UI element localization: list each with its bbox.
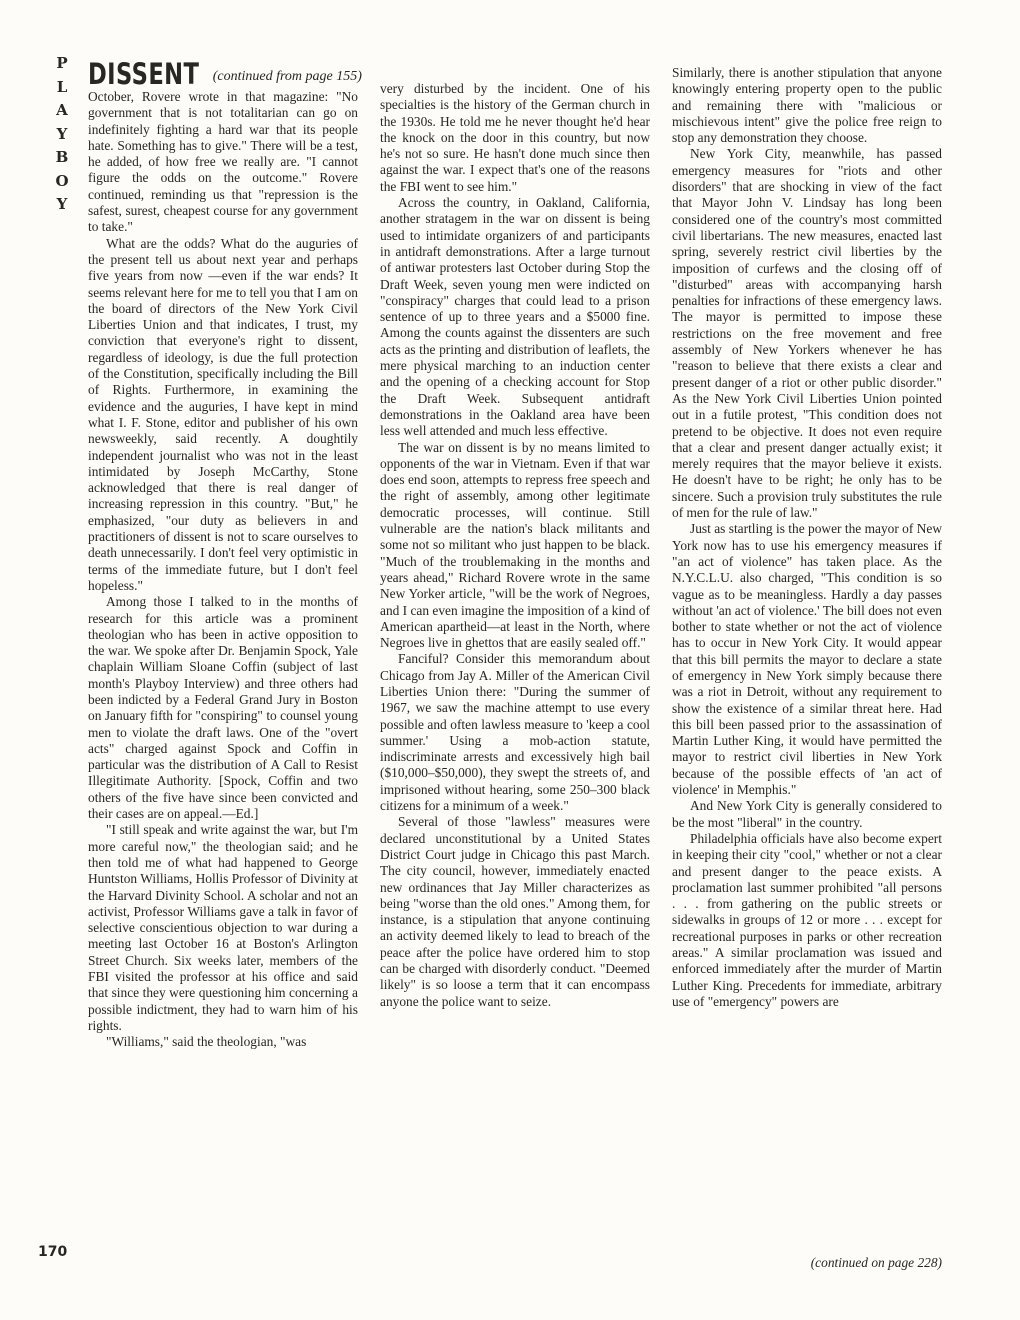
text-column-2 [380,81,650,1010]
magazine-spine-title [52,52,72,217]
spine-letter: Y [56,124,68,143]
paragraph: The war on dissent is by no means limited to opponents of the war in Vietnam. Even if that war does end soon, attempts to repress free speech and the right of assembly, among other legitimate democratic processes, will continue. Still vulnerable are the nation's black militants and some not so militant who just happen to be black. "Much of the troublemaking in the months and years ahead," Richard Rovere wrote in the same New Yorker article, "will be the work of Negroes, and I can even imagine the imposition of a kind of American apartheid—at least in the North, where Negroes live in ghettos that are easily sealed off." [380,439,650,651]
spine-letter: P [56,54,68,72]
text-column-1 [88,89,358,1051]
paragraph: And New York City is generally considered to be the most "liberal" in the country. [672,798,942,830]
continued-on-note: (continued on page 228) [810,1255,942,1270]
paragraph: "Williams," said the theologian, "was [106,1034,307,1050]
page-number: 170 [38,1244,68,1260]
article-header [88,52,378,91]
paragraph: Similarly, there is another stipulation that anyone knowingly entering property open to the public and remaining there with "malicious or mischievous intent" give the police free reign to stop any demonstration they choose. [672,65,942,146]
spine-letter: A [56,101,68,119]
paragraph: very disturbed by the incident. One of his specialties is the history of the German church in the 1930s. He told me he never thought he'd hear the knock on the door in this country, but now he's not so sure. He hasn't done much since then against the war. I expect that's one of the reasons the FBI went to see him." [380,81,650,194]
spine-letter: O [55,171,69,190]
paragraph: "I still speak and write against the war, but I'm more careful now," the theologian said; and he then told me of what had happened to George Huntston Williams, Hollis Professor of Divinity at the Harvard Divinity School. A scholar and not an activist, Professor Williams gave a talk in favor of selective conscientious objection to war during a meeting last October 16 at Boston's Arlington Street Church. Six weeks later, members of the FBI visited the professor at his office and said that since they were questioning him concerning a possible indictment, they had to warn him of his rights. [88,822,358,1033]
paragraph: Just as startling is the power the mayor of New York now has to use his emergency measures if "an act of violence" has taken place. As the N.Y.C.L.U. also charged, "This condition is so vague as to be meaningless. Hardly a day passes without 'an act of violence.' The bill does not even bother to state whether or not the act of violence has to occur in New York City. It would appear that this bill permits the mayor to declare a state of emergency in New York simply because there was a riot in Detroit, without any requirement to show the existence of a similar threat here. Had this bill been passed prior to the assassination of Martin Luther King, it would have permitted the mayor to restrict civil liberties in New York because of the possible effects of 'an act of violence' in Memphis." [672,521,942,798]
paragraph: Several of those "lawless" measures were declared unconstitutional by a United States District Court judge in Chicago this past March. The city council, however, immediately enacted new ordinances that Jay Miller characterizes as being "worse than the old ones." Among them, for instance, is a stipulation that anyone continuing an activity deemed likely to lead to breach of the peace after the police have ordered him to stop can be charged with disorderly conduct. "Deemed likely" is so loose a term that it can encompass anyone the police want to seize. [380,814,650,1009]
paragraph: October, Rovere wrote in that magazine: "No government that is not totalitarian can go on indefinitely fighting a hard war that its people hate. Something has to give." There will be a test, he added, of how free we really are. "I cannot figure the odds on the outcome." Rovere continued, reminding us that "repression is the safest, surest, cheapest course for any government to take." [88,89,358,235]
spine-letter: B [55,148,69,166]
spine-letter: Y [56,195,68,213]
paragraph: Among those I talked to in the months of research for this article was a prominent theologian who has been in active opposition to the war. We spoke after Dr. Benjamin Spock, Yale chaplain William Sloane Coffin (subject of last month's Playboy Interview) and three others had been indicted by a Federal Grand Jury in Boston on January fifth for "conspiring" to counsel young men to violate the draft laws. One of the "overt acts" charged against Spock and Coffin in particular was the distribution of A Call to Resist Illegitimate Authority. [Spock, Coffin and two others of the five have since been convicted and their cases are on appeal.—Ed.] [88,594,358,822]
paragraph: New York City, meanwhile, has passed emergency measures for "riots and other disorders" that are shocking in view of the fact that Mayor John V. Lindsay has long been considered one of the country's most committed civil libertarians. The new measures, enacted last spring, severely restrict civil liberties by the imposition of curfews and the closing off of "disturbed" areas with accompanying harsh penalties for infractions of these emergency laws. The mayor is permitted to impose these restrictions on the free movement and free assembly of New Yorkers whenever he has "reason to believe that there exists a clear and present danger of a riot or other public disorder." As the New York Civil Liberties Union pointed out in a futile protest, "This condition does not pretend to be objective. It does not even require that a clear and present danger actually exist; it merely requires that the mayor believe it exists. He doesn't have to be right; he only has to be sincere. Such a provision truly substitutes the rule of men for the rule of law." [672,146,942,521]
paragraph: Across the country, in Oakland, California, another stratagem in the war on dissent is being used to intimidate organizers of and participants in antidraft demonstrations. After a large turnout of antiwar protesters last October during Stop the Draft Week, seven young men were indicted on "conspiracy" charges that could lead to a prison sentence of up to three years and a $5000 fine. Among the counts against the dissenters are such acts as the printing and distribution of leaflets, the mere physical marching to an induction center and the opening of a checking account for Stop the Draft Week. Subsequent antidraft demonstrations in the Oakland area have been less well attended and much less effective. [380,195,650,439]
paragraph: Philadelphia officials have also become expert in keeping their city "cool," whether or not a clear and present danger to the peace exists. A proclamation last summer prohibited "all persons . . . from gathering on the public streets or sidewalks in groups of 12 or more . . . except for recreational purposes in parks or other recreation areas." A similar proclamation was issued and enforced immediately after the murder of Martin Luther King. Precedents for immediate, arbitrary use of "emergency" powers are [672,830,942,1009]
text-column-3 [672,65,942,1010]
paragraph: What are the odds? What do the auguries of the present tell us about next year and perhaps five years from now —even if the war ends? It seems relevant here for me to tell you that I am on the board of directors of the New York Civil Liberties Union and that indicates, I trust, my conviction that everyone's right to dissent, regardless of ideology, is due the full protection of the Constitution, specifically including the Bill of Rights. Furthermore, in examining the evidence and the auguries, I have kept in mind what I. F. Stone, editor and publisher of his own newsweekly, said recently. A doughtily independent journalist who was not in the least intimidated by Joseph McCarthy, Stone acknowledged that there is real danger of increasing repression in this country. "But," he emphasized, "our duty as believers in and practitioners of dissent is not to scare ourselves to death unnecessarily. I don't feel very optimistic in terms of the immediate future, but I don't feel hopeless." [88,235,358,593]
spine-letter: L [56,77,68,96]
continued-from-note: (continued from page 155) [212,69,362,84]
article-heading: DISSENT [88,57,200,91]
paragraph: Fanciful? Consider this memorandum about Chicago from Jay A. Miller of the American Civil Liberties Union there: "During the summer of 1967, we saw the machine attempt to use every possible and often lawless measure to 'keep a cool summer.' Using a mob-action statute, indiscriminate arrests and excessively high bail ($10,000–$50,000), they swept the streets of, and imprisoned without hearing, some 250–300 black citizens for a minimum of a week." [380,651,650,814]
